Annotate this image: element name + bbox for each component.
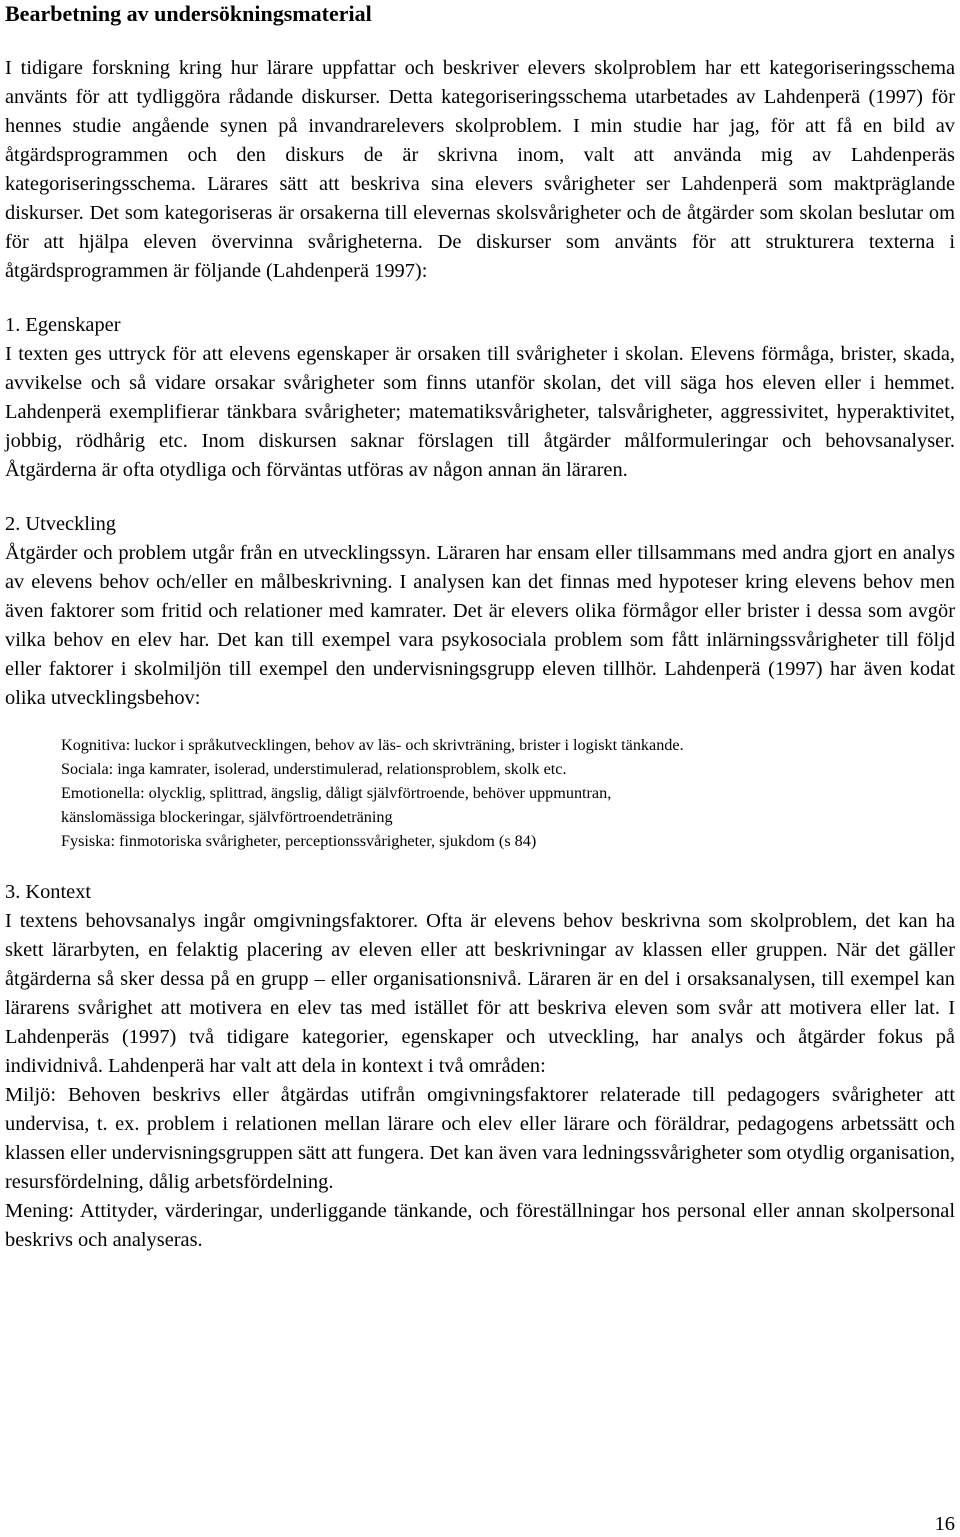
intro-paragraph: I tidigare forskning kring hur lärare uppfattar och beskriver elevers skolproblem har ett kategoriseringsschema använts för att tydliggöra rådande diskurser. Detta kategoriseringsschema utarbetades av Lahdenperä (1997) för hennes studie angående synen på invandrarelevers skolproblem. I min studie har jag, för att få en bild av åtgärdsprogrammen och den diskurs de är skrivna inom, valt att använda mig av Lahdenperäs kategoriseringsschema. Lärares sätt att beskriva sina elevers svårigheter ser Lahdenperä som maktpräglande diskurser. Det som kategoriseras är orsakerna till elevernas skolsvårigheter och de åtgärder som skolan beslutar om för att hjälpa eleven övervinna svårigheterna. De diskurser som använts för att strukturera texterna i åtgärdsprogrammen är följande (Lahdenperä 1997):: [5, 57, 955, 282]
category-2-title: 2. Utveckling: [5, 513, 116, 535]
need-emotional-continued: känslomässiga blockeringar, självförtroendeträning: [61, 808, 393, 826]
page-number: 16: [934, 1513, 955, 1535]
category-2-body: Åtgärder och problem utgår från en utvecklingssyn. Läraren har ensam eller tillsammans med andra gjort en analys av elevens behov och/eller en målbeskrivning. I analysen kan det finnas med hypoteser kring elevens behov men även faktorer som fritid och relationer med kamrater. Det är elevers olika förmågor eller brister i dessa som avgör vilka behov en elev har. Det kan till exempel vara psykosociala problem som fått inlärningssvårigheter till följd eller faktorer i skolmiljön till exempel den undervisningsgrupp eleven tillhör. Lahdenperä (1997) har även kodat olika utvecklingsbehov:: [5, 542, 955, 709]
category-1-title: 1. Egenskaper: [5, 314, 121, 336]
category-3-body: I textens behovsanalys ingår omgivningsfaktorer. Ofta är elevens behov beskrivna som skolproblem, det kan ha skett lärarbyten, en felaktig placering av eleven eller att beskrivningar av klassen eller gruppen. När det gäller åtgärderna så sker dessa på en grupp – eller organisationsnivå. Läraren är en del i orsaksanalysen, till exempel kan lärarens svårighet att motivera en elev tas med istället för att beskriva eleven som svår att motivera eller lat. I Lahdenperäs (1997) två tidigare kategorier, egenskaper och utveckling, har analys och åtgärder fokus på individnivå. Lahdenperä har valt att dela in kontext i två områden:: [5, 910, 955, 1077]
need-social: Sociala: inga kamrater, isolerad, understimulerad, relationsproblem, skolk etc.: [61, 760, 567, 778]
development-needs-list: [61, 733, 955, 853]
need-emotional: Emotionella: olycklig, splittrad, ängslig, dåligt självförtroende, behöver uppmuntran,: [61, 784, 612, 802]
context-environment: Miljö: Behoven beskrivs eller åtgärdas utifrån omgivningsfaktorer relaterade till pedagogers svårigheter att undervisa, t. ex. problem i relationen mellan lärare och elev eller lärare och föräldrar, pedagogens arbetssätt och klassen eller undervisningsgruppen sätt att fungera. Det kan även vara ledningssvårigheter som otydlig organisation, resursfördelning, dålig arbetsfördelning.: [5, 1084, 955, 1193]
context-meaning: Mening: Attityder, värderingar, underliggande tänkande, och föreställningar hos personal eller annan skolpersonal beskrivs och analyseras.: [5, 1200, 955, 1251]
category-3-title: 3. Kontext: [5, 881, 92, 903]
section-heading: Bearbetning av undersökningsmaterial: [5, 1, 372, 26]
category-1-body: I texten ges uttryck för att elevens egenskaper är orsaken till svårigheter i skolan. Elevens förmåga, brister, skada, avvikelse och så vidare orsakar svårigheter som finns utanför skolan, det vill säga hos eleven eller i hemmet. Lahdenperä exemplifierar tänkbara svårigheter; matematiksvårigheter, talsvårigheter, aggressivitet, hyperaktivitet, jobbig, rödhårig etc. Inom diskursen saknar förslagen till åtgärder målformuleringar och behovsanalyser. Åtgärderna är ofta otydliga och förväntas utföras av någon annan än läraren.: [5, 343, 955, 481]
need-cognitive: Kognitiva: luckor i språkutvecklingen, behov av läs- och skrivträning, brister i logiskt tänkande.: [61, 736, 684, 754]
document-page: [5, 0, 955, 1255]
need-physical: Fysiska: finmotoriska svårigheter, perceptionssvårigheter, sjukdom (s 84): [61, 832, 537, 850]
